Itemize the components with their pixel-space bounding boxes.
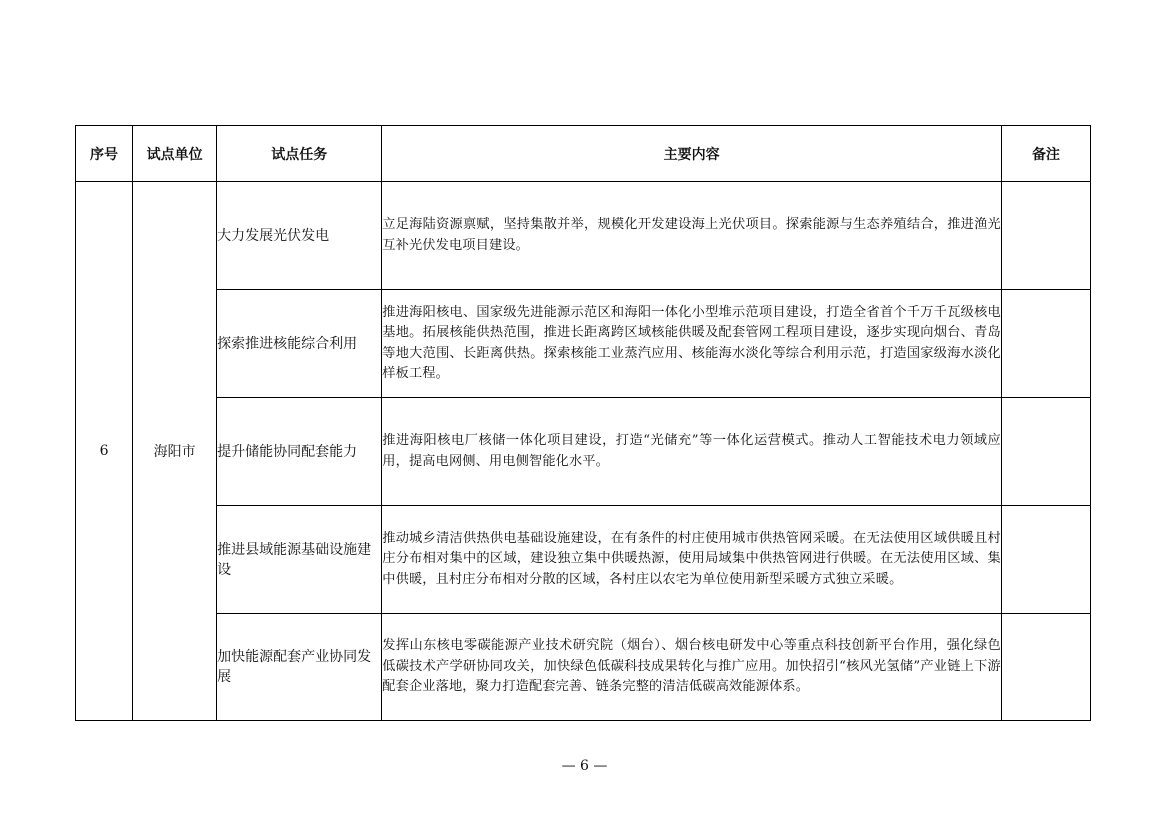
- header-content: 主要内容: [382, 126, 1002, 182]
- header-seq: 序号: [76, 126, 133, 182]
- unit-cell: 海阳市: [133, 182, 217, 721]
- table-row: [76, 398, 1091, 506]
- content-cell: 发挥山东核电零碳能源产业技术研究院（烟台）、烟台核电研发中心等重点科技创新平台作用，强化绿色低碳技术产学研协同攻关，加快绿色低碳科技成果转化与推广应用。加快招引“核风光氢储”产业链上下游配套企业落地，聚力打造配套完善、链条完整的清洁低碳高效能源体系。: [382, 614, 1002, 721]
- task-cell: 大力发展光伏发电: [217, 182, 382, 290]
- table-row: [76, 614, 1091, 721]
- table-row: [76, 290, 1091, 398]
- header-note: 备注: [1001, 126, 1090, 182]
- pilot-task-table: [75, 125, 1091, 721]
- table-row: [76, 182, 1091, 290]
- content-cell: 推动城乡清洁供热供电基础设施建设，在有条件的村庄使用城市供热管网采暖。在无法使用区域供暖且村庄分布相对集中的区域，建设独立集中供暖热源，使用局域集中供热管网进行供暖。在无法使用区域、集中供暖，且村庄分布相对分散的区域，各村庄以农宅为单位使用新型采暖方式独立采暖。: [382, 506, 1002, 614]
- header-task: 试点任务: [217, 126, 382, 182]
- content-cell: 推进海阳核电、国家级先进能源示范区和海阳一体化小型堆示范项目建设，打造全省首个千万千瓦级核电基地。拓展核能供热范围，推进长距离跨区域核能供暖及配套管网工程项目建设，逐步实现向烟台、青岛等地大范围、长距离供热。探索核能工业蒸汽应用、核能海水淡化等综合利用示范，打造国家级海水淡化样板工程。: [382, 290, 1002, 398]
- note-cell: [1001, 614, 1090, 721]
- note-cell: [1001, 398, 1090, 506]
- note-cell: [1001, 506, 1090, 614]
- page-number: — 6 —: [561, 758, 608, 774]
- content-cell: 推进海阳核电厂核储一体化项目建设，打造“光储充”等一体化运营模式。推动人工智能技术电力领域应用，提高电网侧、用电侧智能化水平。: [382, 398, 1002, 506]
- note-cell: [1001, 290, 1090, 398]
- task-cell: 提升储能协同配套能力: [217, 398, 382, 506]
- task-cell: 探索推进核能综合利用: [217, 290, 382, 398]
- header-unit: 试点单位: [133, 126, 217, 182]
- seq-cell: 6: [76, 182, 133, 721]
- content-cell: 立足海陆资源禀赋，坚持集散并举，规模化开发建设海上光伏项目。探索能源与生态养殖结合，推进渔光互补光伏发电项目建设。: [382, 182, 1002, 290]
- note-cell: [1001, 182, 1090, 290]
- table-row: [76, 506, 1091, 614]
- table-header-row: [76, 126, 1091, 182]
- task-cell: 推进县域能源基础设施建设: [217, 506, 382, 614]
- task-cell: 加快能源配套产业协同发展: [217, 614, 382, 721]
